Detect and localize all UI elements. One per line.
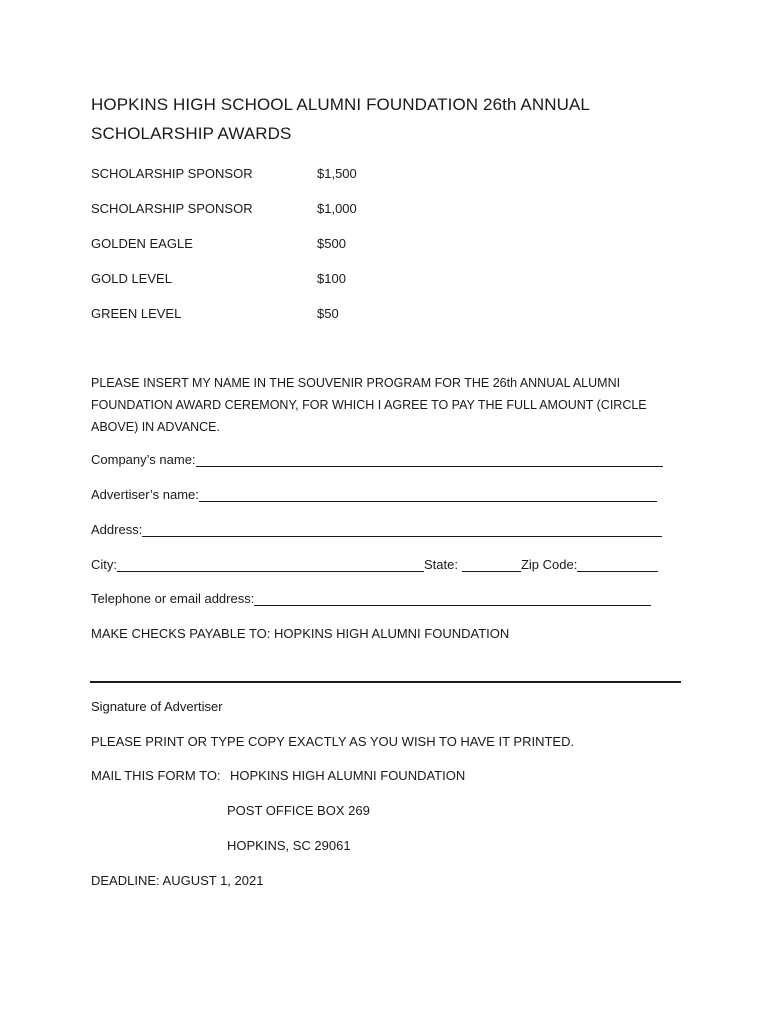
mail-address-line-3: HOPKINS, SC 29061 <box>227 838 351 853</box>
contact-label: Telephone or email address: <box>91 591 255 606</box>
tier-name: GOLD LEVEL <box>91 271 172 286</box>
tier-amount: $1,000 <box>317 201 357 216</box>
form-title-line-2: SCHOLARSHIP AWARDS <box>91 124 292 143</box>
address-field[interactable] <box>91 522 662 537</box>
mail-label: MAIL THIS FORM TO: <box>91 768 221 783</box>
advertiser-name-line[interactable] <box>199 487 657 502</box>
contact-field[interactable] <box>91 591 651 606</box>
address-line[interactable] <box>142 522 662 537</box>
agreement-text: PLEASE INSERT MY NAME IN THE SOUVENIR PROGRAM FOR THE 26th ANNUAL ALUMNI FOUNDATION AWARD CEREMONY, FOR WHICH I AGREE TO PAY THE FULL AMOUNT (CIRCLE ABOVE) IN ADVANCE. <box>91 376 647 434</box>
zip-line[interactable] <box>577 557 658 572</box>
city-label: City: <box>91 557 117 572</box>
form-title-line-1: HOPKINS HIGH SCHOOL ALUMNI FOUNDATION 26th ANNUAL <box>91 95 590 114</box>
tier-amount: $50 <box>317 306 339 321</box>
advertiser-name-label: Advertiser’s name: <box>91 487 199 502</box>
city-line[interactable] <box>117 557 424 572</box>
tier-name: SCHOLARSHIP SPONSOR <box>91 201 253 216</box>
tier-amount: $100 <box>317 271 346 286</box>
city-state-zip-field[interactable] <box>91 557 658 572</box>
company-name-field[interactable] <box>91 452 663 467</box>
state-label: State: <box>424 557 458 572</box>
contact-line[interactable] <box>254 591 651 606</box>
payable-text: MAKE CHECKS PAYABLE TO: HOPKINS HIGH ALUMNI FOUNDATION <box>91 626 510 641</box>
signature-label: Signature of Advertiser <box>91 699 223 714</box>
signature-line[interactable] <box>90 681 681 683</box>
tier-name: GOLDEN EAGLE <box>91 236 193 251</box>
deadline-text: DEADLINE: AUGUST 1, 2021 <box>91 873 264 888</box>
tier-name: SCHOLARSHIP SPONSOR <box>91 166 253 181</box>
mail-address-line-1: HOPKINS HIGH ALUMNI FOUNDATION <box>230 768 466 783</box>
tier-amount: $1,500 <box>317 166 357 181</box>
zip-label: Zip Code: <box>520 557 578 572</box>
print-note: PLEASE PRINT OR TYPE COPY EXACTLY AS YOU WISH TO HAVE IT PRINTED. <box>91 734 575 749</box>
tier-amount: $500 <box>317 236 346 251</box>
mail-address-line-2: POST OFFICE BOX 269 <box>227 803 370 818</box>
tier-name: GREEN LEVEL <box>91 306 182 321</box>
company-name-label: Company’s name: <box>91 452 196 467</box>
advertiser-name-field[interactable] <box>91 487 657 502</box>
address-label: Address: <box>91 522 143 537</box>
state-line[interactable] <box>462 557 521 572</box>
company-name-line[interactable] <box>196 452 663 467</box>
